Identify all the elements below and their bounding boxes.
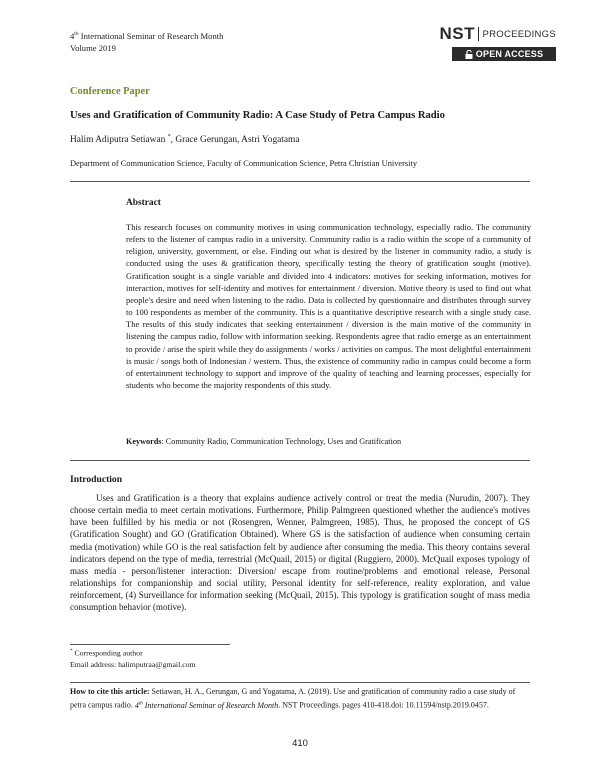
introduction-body: [70, 492, 530, 613]
article-title: Uses and Gratification of Community Radio: A Case Study of Petra Campus Radio: [70, 110, 445, 121]
logo-divider: [478, 27, 480, 41]
keywords-line: [126, 437, 401, 446]
affiliation: Department of Communication Science, Faculty of Communication Science, Petra Christian University: [70, 159, 418, 168]
seminar-ordinal: 4: [70, 31, 75, 41]
citation-seminar: [135, 701, 278, 710]
logo-proceedings: PROCEEDINGS: [482, 28, 556, 40]
footnote: [70, 646, 196, 670]
footnote-email: Email address: halimputraa@gmail.com: [70, 659, 196, 669]
citation-label: How to cite this article:: [70, 687, 150, 696]
citation-text-b: . NST Proceedings. pages 410-418.doi: 10.11594/nstp.2019.0457.: [278, 700, 489, 710]
footnote-corresponding: Corresponding author: [72, 648, 143, 658]
introduction-heading: Introduction: [70, 474, 123, 485]
seminar-ordinal-suffix: th: [74, 31, 79, 38]
footnote-mark: *: [70, 649, 73, 654]
open-access-badge: [452, 47, 556, 61]
citation-block: [70, 686, 530, 712]
footnote-rule: [70, 644, 230, 645]
abstract-heading: Abstract: [126, 198, 161, 208]
running-header: [70, 30, 223, 54]
author-list: [70, 134, 300, 145]
keywords-label: Keywords: [126, 437, 162, 446]
citation-text-a: Setiawan, H. A., Gerungan, G and Yogatama, A. (2019). Use and gratification of community radio a case study of petra campus radio.: [70, 687, 516, 710]
seminar-name: International Seminar of Research Month: [78, 31, 224, 41]
introduction-text: Uses and Gratification is a theory that explains audience actively control or treat the media (Nurudin, 2007). They choose certain media to meet certain motivations. Furthermore, Philip Palmgreen questioned whether the audience's motives have been fulfilled by his media or not (Rosengren, Wenner, Palmgreen, 1985). Thus, he proposed the concept of GS (Gratification Sought) and GO (Gratification Obtained). Where GS is the satisfaction of audience when consuming certain media (motivation) while GO is the real satisfaction felt by audience after consuming the media. This theory contains several indicators depend on the type of media, terrestrial (McQuail, 2015) or digital (Ruggiero, 2000). McQuail exposes typology of mass media - person/listener interaction: Diversion/ escape from routine/problems and emotional release, Personal relationships for companionship and social utility, Personal identity for self-reference, reality exploration, and value reinforcement, (4) Surveillance for information seeking (McQuail, 2015). This typology is gratification sought of mass media consumption behavior (motive).: [70, 493, 530, 613]
journal-logo: [416, 24, 556, 61]
co-authors: , Grace Gerungan, Astri Yogatama: [170, 135, 300, 146]
logo-brand: NST: [439, 24, 475, 43]
abstract-top-rule: [70, 181, 530, 182]
open-lock-icon: [465, 50, 473, 59]
citation-ordinal-suffix: th: [138, 701, 143, 707]
corresponding-mark: *: [167, 134, 171, 140]
abstract-bottom-rule: [70, 460, 530, 461]
citation-seminar-name: International Seminar of Research Month: [144, 700, 279, 710]
citation-rule: [70, 682, 530, 683]
abstract-body: This research focuses on community motives in using communication technology, especially radio. The community refers to the listener of campus radio in a university. Community radio is a radio within the scope of a community of religion, university, government, or else. Finding out what is desired by the listener in community radio, a study is conducted using the uses & gratification theory, specifically testing the theory of gratification sought (motive). Gratification sought is a single variable and divided into 4 indicators: motives for seeking information, motives for interaction, motives for self-identity and motives for entertainment / diversion. Motive theory is used to find out what people's desire and need when listening to the radio. Data is collected by questionnaire and distributes through survey to 100 respondents as member of the community. This is a quantitative descriptive research with a single study case. The results of this study indicates that seeking entertainment / diversion is the main motive of the community in listening the campus radio, follow with information seeking. Respondents agree that radio emerge as an entertainment to provide / arise the spirit while they do assignments / works / activities on campus. The most delightful entertainment is music / songs both of Indonesian / western. Thus, the existence of community radio in campus could become a form of entertainment technology to support and improve of the quality of teaching and learning processes, especially for students who become the majority respondents of this study.: [126, 222, 531, 391]
citation-ordinal: 4: [134, 700, 139, 710]
keywords-list: : Community Radio, Communication Technology, Uses and Gratification: [161, 437, 402, 446]
open-access-label: OPEN ACCESS: [475, 49, 544, 59]
article-type: Conference Paper: [70, 86, 150, 97]
volume-label: Volume 2019: [70, 43, 116, 53]
seminar-line: [70, 30, 223, 42]
first-author: Halim Adiputra Setiawan: [70, 135, 168, 146]
page-number: 410: [292, 738, 308, 749]
